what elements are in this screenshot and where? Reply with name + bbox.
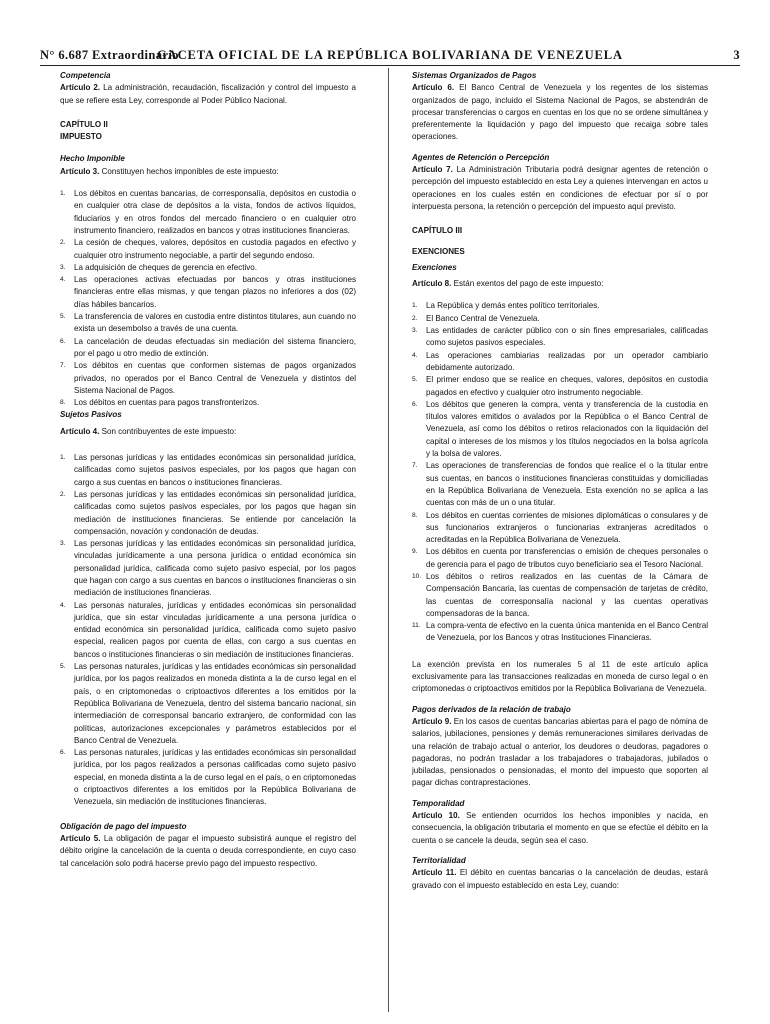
article-text: Constituyen hechos imponibles de este impuesto: <box>101 166 279 176</box>
article-3-list <box>60 188 356 409</box>
list-item: 10. Los débitos o retiros realizados en las cuentas de la Cámara de Compensación Bancaria, las cuentas de compensación de tarjetas de crédito, las cuentas de corresponsalía nacional y las cuentas operativas compensadoras de la banca. <box>412 571 708 618</box>
list-item: 2. El Banco Central de Venezuela. <box>412 313 540 323</box>
header-divider <box>40 65 740 66</box>
article-6 <box>412 82 708 143</box>
article-text: Se entienden ocurridos los hechos imponibles y nacida, en consecuencia, la obligación tributaria el momento en que se efectúe el débito en la cuenta o se cancele la deuda, según sea el caso. <box>412 811 708 845</box>
section-heading-temporalidad: Temporalidad <box>412 798 465 808</box>
article-2 <box>60 82 356 107</box>
list-item: 3. La adquisición de cheques de gerencia en efectivo. <box>60 262 257 272</box>
article-label: Artículo 6. <box>412 83 455 93</box>
list-item: 9. Los débitos en cuenta por transferencias o emisión de cheques personales o de gerencia para el pago de tributos cuyo beneficiario sea el Tesoro Nacional. <box>412 547 708 569</box>
article-5 <box>60 833 356 870</box>
list-item: 8. Los débitos en cuentas para pagos transfronterizos. <box>60 398 260 408</box>
list-item: 1. Los débitos en cuentas bancarias, de corresponsalía, depósitos en custodia o en cualquier otra clase de depósitos a la vista, fondos de activos líquidos, fiduciarios y en otros fondos del mercado financiero o en cualquier otro instrumento financiero, realizados en bancos y otras instituciones financieras. <box>60 189 356 235</box>
list-item: 3. Las personas jurídicas y las entidades económicas sin personalidad jurídica, vinculadas jurídicamente a una persona jurídica o entidad económica sin personalidad jurídica, calificada como sujeto pasivo especial, por los pagos que hagan con cargo a sus cuentas en bancos o instituciones financieras o sin mediación de instituciones financieras. <box>60 539 356 598</box>
list-item: 5. Las personas naturales, jurídicas y las entidades económicas sin personalidad jurídica, por los pagos realizados en moneda distinta a la de curso legal en el país, o en criptomonedas o criptoactivos diferentes a los emitidos por la República Bolivariana de Venezuela, dentro del sistema bancario nacional, sin intermediación de corresponsal bancario extranjero, de conformidad con las políticas, autorizaciones excepcionales y parámetros establecidos por el Banco Central de Venezuela. <box>60 662 356 745</box>
article-text: El débito en cuentas bancarias o la cancelación de deudas, estará gravado con el impuesto establecido en esta Ley, cuando: <box>412 868 708 890</box>
list-item: 1. Las personas jurídicas y las entidades económicas sin personalidad jurídica, calificadas como sujetos pasivos especiales, por los pagos que hagan con cargo a sus cuentas en bancos o instituciones financieras. <box>60 453 356 487</box>
chapter-subtitle: EXENCIONES <box>412 246 465 256</box>
chapter-subtitle: IMPUESTO <box>60 132 102 142</box>
article-label: Artículo 3. <box>60 166 100 176</box>
list-item: 11. La compra-venta de efectivo en la cuenta única mantenida en el Banco Central de Venezuela, por los Bancos y otras Instituciones Financieras. <box>412 621 708 643</box>
article-7 <box>412 164 708 213</box>
list-item: 6. Las personas naturales, jurídicas y las entidades económicas sin personalidad jurídica, por los pagos realizados a personas calificadas como sujeto pasivo especial, en moneda distinta a la de curso legal en el país, o en criptomonedas o criptoactivos diferentes a los emitidos por la República Bolivariana de Venezuela, sin mediación de instituciones financieras. <box>60 748 356 807</box>
list-item: 1. La República y demás entes político territoriales. <box>412 301 600 311</box>
article-text: En los casos de cuentas bancarias abiertas para el pago de nómina de salarios, jubilaciones, pensiones y demás remuneraciones similares derivadas de una relación de trabajo actual o anterior, los deudores o deudoras, pagadores o pagadoras, no podrán trasladar a los trabajadores o trabajadoras, jubilados o jubiladas, pensionados o pensionadas, el monto del impuesto que soporten al pagar dichas contraprestaciones. <box>412 716 708 788</box>
gazette-title: GACETA OFICIAL DE LA REPÚBLICA BOLIVARIANA DE VENEZUELA <box>157 48 623 62</box>
article-11 <box>412 867 708 892</box>
article-label: Artículo 9. <box>412 716 452 726</box>
list-item: 7. Los débitos en cuentas que conformen sistemas de pagos organizados privados, no operados por el Banco Central de Venezuela y distintos del Sistema Nacional de Pagos. <box>60 361 356 395</box>
article-text: El Banco Central de Venezuela y los regentes de los sistemas organizados de pago, incluido el Sistema Nacional de Pagos, se abstendrán de procesar transferencias o cargos en cuentas en los que no se ordene simultánea y preferentemente la liquidación y pago del impuesto que recaiga sobre tales operaciones. <box>412 83 708 142</box>
page-number: 3 <box>733 48 740 62</box>
gazette-header <box>40 44 740 64</box>
right-column <box>412 70 708 892</box>
section-heading-pagos-trabajo: Pagos derivados de la relación de trabajo <box>412 704 571 714</box>
list-item: 6. Los débitos que generen la compra, venta y transferencia de la custodia en títulos valores emitidos o avalados por la República o el Banco Central de Venezuela, así como los débitos o retiros relacionados con la liquidación del capital o intereses de los mismos y los títulos negociados en la bolsa agrícola y la bolsa de valores. <box>412 399 708 459</box>
article-8 <box>412 278 708 290</box>
section-heading-hecho-imponible: Hecho Imponible <box>60 154 125 164</box>
list-item: 2. La cesión de cheques, valores, depósitos en custodia pagados en efectivo y cualquier otro instrumento negociable, a partir del segundo endoso. <box>60 238 356 260</box>
article-8-list <box>412 300 708 644</box>
section-heading-exenciones: Exenciones <box>412 262 457 272</box>
article-text: La administración, recaudación, fiscalización y control del impuesto a que se refiere esta Ley, corresponde al Poder Público Nacional. <box>60 83 356 105</box>
article-label: Artículo 10. <box>412 811 460 821</box>
exencion-paragraph: La exención prevista en los numerales 5 al 11 de este artículo aplica exclusivamente para las transacciones realizadas en moneda de curso legal o en criptomonedas o criptoactivos emitidos por la República Bolivariana de Venezuela. <box>412 659 708 694</box>
list-item: 7. Las operaciones de transferencias de fondos que realice el o la titular entre sus cuentas, en bancos o instituciones financieras constituidas y domiciliadas en la República Bolivariana de Venezuela. Esta exención no se aplica a las cuentas con más de un o una titular. <box>412 461 708 508</box>
list-item: 3. Las entidades de carácter público con o sin fines empresariales, calificadas como sujetos pasivos especiales. <box>412 326 708 348</box>
article-text: La obligación de pagar el impuesto subsistirá aunque el registro del débito origine la cancelación de la cuenta o deuda correspondiente, en cuyo caso tal cancelación solo podrá hacerse previo pago del impuesto respectivo. <box>60 833 356 868</box>
article-9 <box>412 716 708 790</box>
section-heading-agentes: Agentes de Retención o Percepción <box>412 152 550 162</box>
list-item: 5. El primer endoso que se realice en cheques, valores, depósitos en custodia pagados en efectivo y cualquier otro instrumento negociable. <box>412 375 708 397</box>
article-label: Artículo 8. <box>412 279 452 289</box>
list-item: 4. Las operaciones cambiarias realizadas por un operador cambiario debidamente autorizado. <box>412 350 708 372</box>
article-label: Artículo 11. <box>412 868 457 878</box>
article-4 <box>60 426 356 438</box>
issue-number: N° 6.687 Extraordinario <box>40 48 179 62</box>
article-text: Son contribuyentes de este impuesto: <box>101 426 237 436</box>
article-label: Artículo 7. <box>412 165 453 175</box>
left-column <box>60 70 356 870</box>
section-heading-sistemas: Sistemas Organizados de Pagos <box>412 71 537 80</box>
list-item: 4. Las personas naturales, jurídicas y entidades económicas sin personalidad jurídica, que sin estar vinculadas jurídicamente a una persona jurídica o entidad económica sin personalidad jurídica, calificada como sujeto pasivo especial, realicen pagos por cuenta de ellas, con cargo a sus cuentas en bancos o instituciones financieras o sin mediación de instituciones financieras. <box>60 600 356 659</box>
list-item: 2. Las personas jurídicas y las entidades económicas sin personalidad jurídica, calificadas como sujetos pasivos especiales, por los pagos que hagan sin mediación de instituciones financieras. Se entiende por cancelación la compensación, novación y condonación de deudas. <box>60 489 356 536</box>
article-text: La Administración Tributaria podrá designar agentes de retención o percepción del impuesto establecido en esta Ley a quienes intervengan en actos u operaciones en los cuales estén en condiciones de efectuar por sí o por interpuesta persona, la retención o percepción del impuesto aquí previsto. <box>412 165 708 211</box>
column-divider <box>388 68 389 1012</box>
section-heading-territorialidad: Territorialidad <box>412 855 466 865</box>
article-label: Artículo 5. <box>60 833 101 843</box>
chapter-title: CAPÍTULO II <box>60 119 108 129</box>
section-heading-sujetos-pasivos: Sujetos Pasivos <box>60 410 122 420</box>
article-10 <box>412 810 708 847</box>
list-item: 4. Las operaciones activas efectuadas por bancos y otras instituciones financieras entre ellas mismas, y que tengan plazos no inferiores a dos (02) días hábiles bancarios. <box>60 275 356 309</box>
section-heading-obligacion: Obligación de pago del impuesto <box>60 821 187 831</box>
article-3 <box>60 166 356 178</box>
list-item: 5. La transferencia de valores en custodia entre distintos titulares, aun cuando no exista un desembolso a través de una cuenta. <box>60 312 356 334</box>
list-item: 6. La cancelación de deudas efectuadas sin mediación del sistema financiero, por el pago u otro medio de extinción. <box>60 336 356 358</box>
article-text: Están exentos del pago de este impuesto: <box>453 279 604 289</box>
article-label: Artículo 4. <box>60 426 100 436</box>
section-heading-competencia: Competencia <box>60 71 111 80</box>
chapter-title: CAPÍTULO III <box>412 226 463 236</box>
article-4-list <box>60 452 356 809</box>
list-item: 8. Los débitos en cuentas corrientes de misiones diplomáticas o consulares y de sus funcionarios extranjeros o funcionarias extranjeras acreditados o acreditadas en la República Bolivariana de Venezuela. <box>412 510 708 545</box>
article-label: Artículo 2. <box>60 83 101 93</box>
